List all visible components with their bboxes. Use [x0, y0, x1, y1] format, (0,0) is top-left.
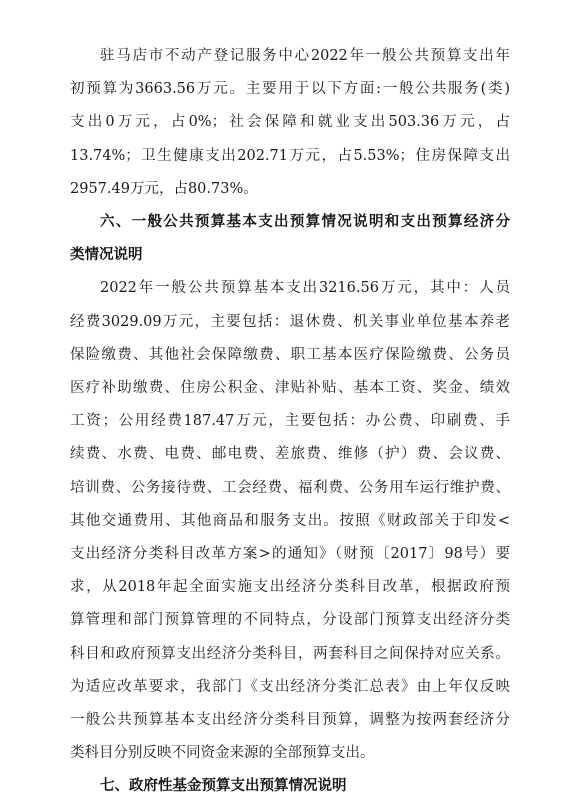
para2-line-1: 2022年一般公共预算基本支出3216.56万元，其中：人员 [100, 280, 510, 297]
para2-line-2: 经费3029.09万元，主要包括：退休费、机关事业单位基本养老 [70, 313, 510, 330]
para2-line-11: 算管理和部门预算管理的不同特点，分设部门预算支出经济分类 [70, 612, 510, 629]
para2-line-14: 一般公共预算基本支出经济分类科目预算，调整为按两套经济分 [70, 712, 510, 728]
para1-line-3: 支出0万元，占0%；社会保障和就业支出503.36万元，占 [70, 114, 510, 131]
para2-line-5: 工资；公用经费187.47万元，主要包括：办公费、印刷费、手 [70, 413, 510, 430]
para2-line-8: 其他交通费用、其他商品和服务支出。按照《财政部关于印发< [70, 512, 510, 529]
para2-line-9: 支出经济分类科目改革方案>的通知》（财预〔2017〕98号）要 [70, 546, 510, 562]
para2-line-15: 类科目分别反映不同资金来源的全部预算支出。 [70, 745, 375, 762]
para2-line-6: 续费、水费、电费、邮电费、差旅费、维修（护）费、会议费、 [70, 446, 510, 463]
para2-line-12: 科目和政府预算支出经济分类科目，两套科目之间保持对应关系。 [70, 645, 510, 662]
para1-line-2: 初预算为3663.56万元。主要用于以下方面:一般公共服务(类) [70, 81, 510, 98]
para2-line-7: 培训费、公务接待费、工会经费、福利费、公务用车运行维护费、 [70, 479, 510, 496]
para2-line-10: 求，从2018年起全面实施支出经济分类科目改革，根据政府预 [70, 579, 510, 596]
para1-line-5: 2957.49万元，占80.73%。 [70, 180, 258, 197]
para1-line-1: 驻马店市不动产登记服务中心2022年一般公共预算支出年 [100, 48, 510, 64]
para1-line-4: 13.74%；卫生健康支出202.71万元，占5.53%；住房保障支出 [70, 147, 510, 164]
para2-line-4: 医疗补助缴费、住房公积金、津贴补贴、基本工资、奖金、绩效 [70, 380, 510, 396]
para2-line-3: 保险缴费、其他社会保障缴费、职工基本医疗保险缴费、公务员 [70, 346, 510, 363]
para2-line-13: 为适应改革要求，我部门《支出经济分类汇总表》由上年仅反映 [70, 678, 510, 695]
section-heading-6-line-1: 六、一般公共预算基本支出预算情况说明和支出预算经济分 [100, 214, 510, 230]
section-heading-6-line-2: 类情况说明 [70, 247, 143, 264]
section-heading-7: 七、政府性基金预算支出预算情况说明 [100, 778, 347, 795]
